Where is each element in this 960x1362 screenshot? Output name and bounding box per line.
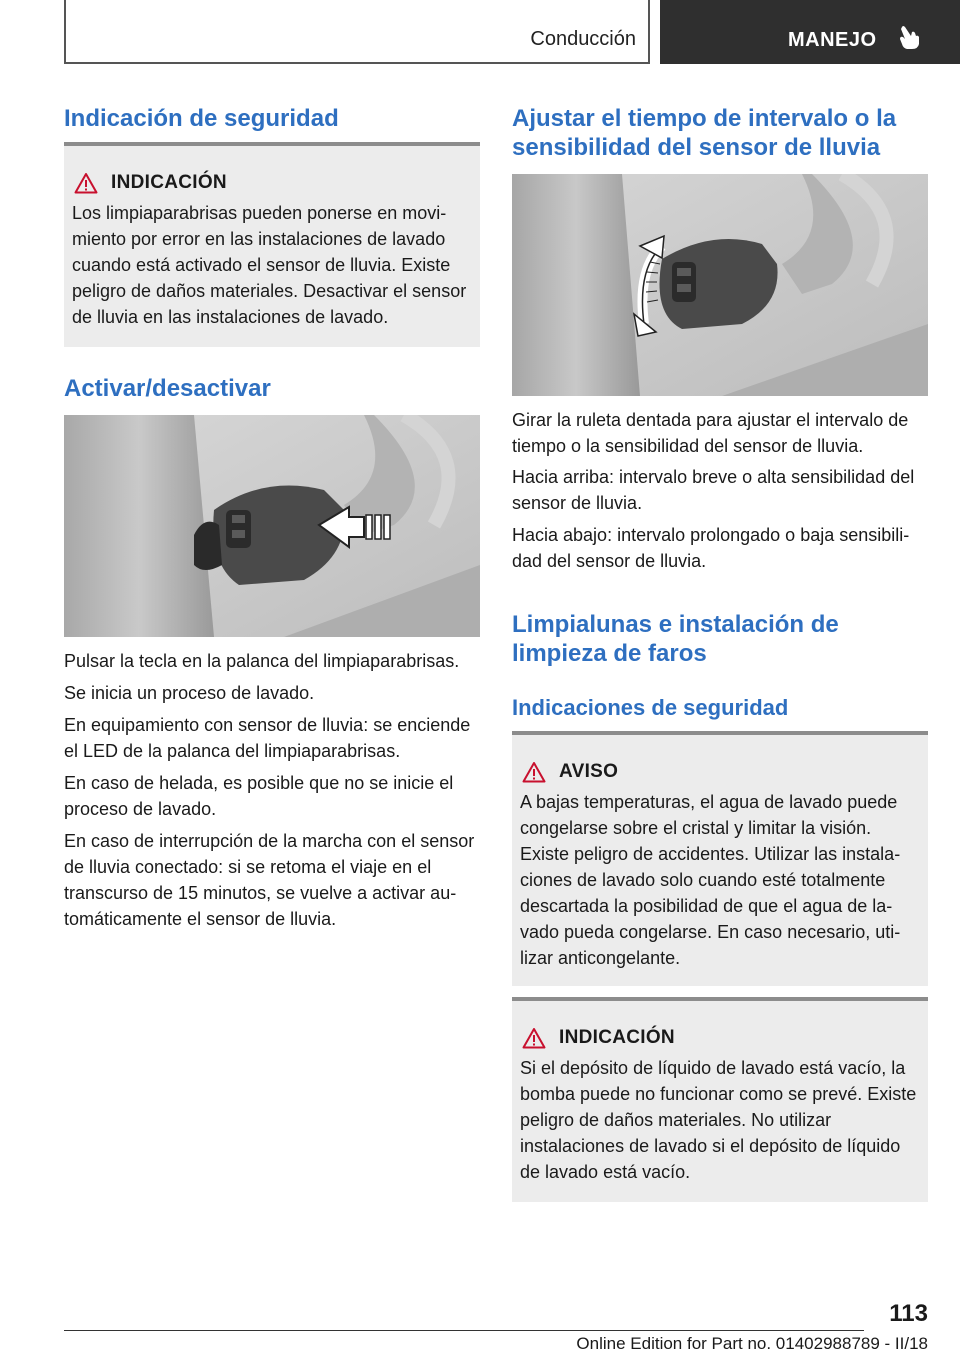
notice-text: Si el depósito de líquido de lavado está vacío, la bomba puede no funcionar como se prevé. Existe peligro de daños materiales. No utilizar instalaciones de lavado si el depósito de líquido de lavado está vacío. bbox=[520, 1058, 917, 1182]
paragraph-frost: En caso de helada, es posible que no se inicie el proceso de lavado. bbox=[64, 773, 454, 819]
warning-triangle-icon bbox=[522, 761, 546, 788]
heading-safety-note: Indicación de seguridad bbox=[64, 105, 339, 132]
warning-triangle-icon bbox=[74, 172, 98, 199]
chapter-tab[interactable] bbox=[660, 0, 960, 64]
footer-rule bbox=[64, 1330, 864, 1331]
warning-triangle-icon bbox=[522, 1027, 546, 1054]
paragraph-upwards: Hacia arriba: intervalo breve o alta sensibilidad del sensor de lluvia. bbox=[512, 467, 915, 513]
paragraph-downwards: Hacia abajo: intervalo prolongado o baja sensibilidad del sensor de lluvia. bbox=[512, 525, 910, 571]
paragraph-turn-wheel: Girar la ruleta dentada para ajustar el intervalo de tiempo o la sensibilidad del sensor de lluvia. bbox=[512, 410, 909, 456]
paragraph-wash-starts: Se inicia un proceso de lavado. bbox=[64, 683, 315, 703]
paragraph-led-lights: En equipamiento con sensor de lluvia: se enciende el LED de la palanca del limpiaparabrisas. bbox=[64, 715, 471, 761]
wiper-stalk-button-image bbox=[64, 415, 480, 637]
pointing-hand-icon bbox=[896, 24, 922, 55]
page-number: 113 bbox=[889, 1300, 928, 1327]
heading-adjust-interval: Ajustar el tiempo de intervalo o la sensibilidad del sensor de lluvia bbox=[512, 105, 897, 161]
heading-safety-notes: Indicaciones de seguridad bbox=[512, 695, 789, 720]
notice-box-indicacion bbox=[64, 142, 480, 347]
notice-title: INDICACIÓN bbox=[559, 1027, 675, 1048]
thumbwheel-image bbox=[512, 174, 928, 396]
edition-footer: Online Edition for Part no. 01402988789 - II/18 bbox=[576, 1334, 928, 1353]
section-title: Conducción bbox=[530, 28, 636, 50]
paragraph-interruption: En caso de interrupción de la marcha con el sensor de lluvia conectado: si se retoma el viaje en el transcurso de 15 minutos, se vuelve a activar automáticamente el sensor de lluvia. bbox=[64, 831, 475, 929]
chapter-tab-label: MANEJO bbox=[788, 29, 877, 51]
notice-text: A bajas temperaturas, el agua de lavado puede congelarse sobre el cristal y limitar la visión. Existe peligro de accidentes. Utilizar las instalaciones de lavado solo cuando esté totalmente descartada la posibilidad de que el agua de lavado pueda congelarse. En caso necesario, utilizar anticongelante. bbox=[520, 792, 901, 968]
notice-title: AVISO bbox=[559, 761, 619, 782]
heading-activate-deactivate: Activar/desactivar bbox=[64, 375, 271, 402]
heading-headlamp-washer: Limpialunas e instalación de limpieza de faros bbox=[512, 611, 839, 667]
notice-box-indicacion-2 bbox=[512, 997, 928, 1202]
notice-text: Los limpiaparabrisas pueden ponerse en movimiento por error en las instalaciones de lavado cuando está activado el sensor de lluvia. Existe peligro de daños materiales. Desactivar el sensor de lluvia en las instalaciones de lavado. bbox=[72, 203, 467, 327]
header-frame-bottom bbox=[64, 62, 650, 64]
notice-title: INDICACIÓN bbox=[111, 172, 227, 193]
notice-box-aviso bbox=[512, 731, 928, 986]
paragraph-press-button: Pulsar la tecla en la palanca del limpiaparabrisas. bbox=[64, 651, 460, 671]
header-frame-left bbox=[64, 0, 66, 64]
header-divider bbox=[648, 0, 650, 64]
